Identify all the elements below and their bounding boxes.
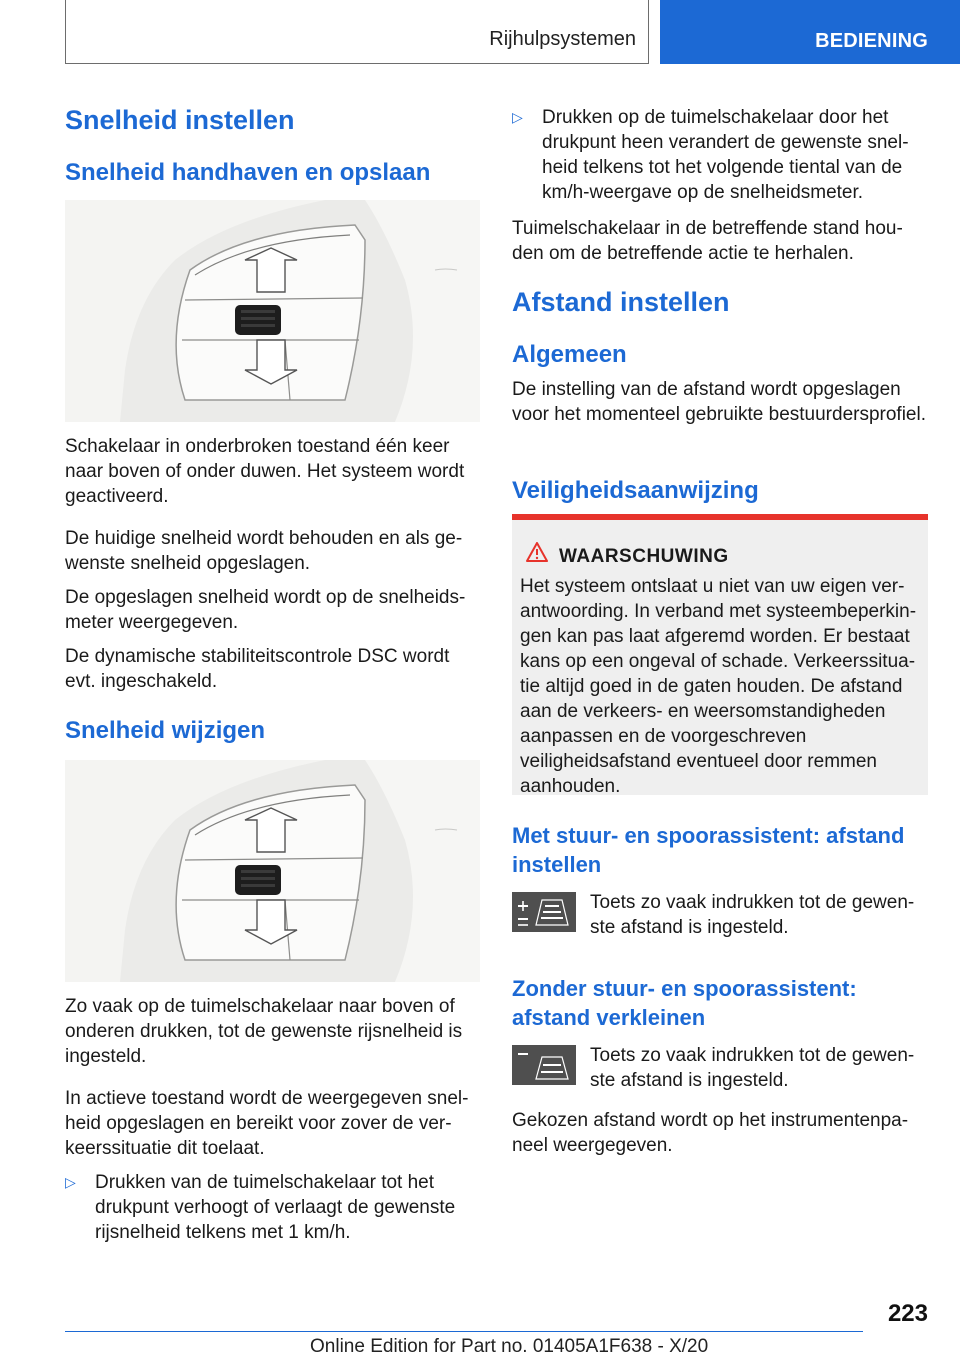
header-rule-bottom [65,63,649,64]
paragraph-current-speed: De huidige snelheid wordt behouden en als gewenste snelheid opgeslagen. [65,528,463,574]
steering-wheel-switch-illustration-2 [65,760,480,982]
paragraph-profile: De instelling van de afstand wordt opgeslagen voor het momenteel gebruikte bestuurdersprofiel. [512,379,927,425]
heading-afstand-instellen: Afstand instellen [512,287,730,317]
heading-met-stuurassistent: Met stuur- en spoorassistent: afstand instellen [512,823,905,877]
paragraph-activate: Schakelaar in onderbroken toestand één keer naar boven of onder duwen. Het systeem wordt geactiveerd. [65,436,465,507]
header-section-title: Rijhulpsystemen [489,28,636,50]
paragraph-press-switch: Zo vaak op de tuimelschakelaar naar boven of onderen drukken, tot de gewenste rijsnelheid is ingesteld. [65,996,463,1067]
paragraph-dsc: De dynamische stabiliteitscontrole DSC wordt evt. ingeschakeld. [65,646,450,692]
warning-text: Het systeem ontslaat u niet van uw eigen verantwoording. In verband met systeembeperkingen kan pas laat afgeremd worden. Er bestaat kans op een ongeval of schade. Verkeerssituatie altijd goed in de gaten houden. De afstand aan de verkeers- en weersomstandigheden aanpassen en de voorgeschreven veiligheidsafstand eventueel door remmen aanhouden. [520,576,917,797]
heading-zonder-stuurassistent: Zonder stuur- en spoorassistent: afstand verkleinen [512,976,857,1030]
triangle-right-icon: ▷ [65,1174,76,1190]
heading-veiligheidsaanwijzing: Veiligheidsaanwijzing [512,477,759,504]
paragraph-toets-2: Toets zo vaak indrukken tot de gewenste afstand is ingesteld. [590,1045,915,1091]
list-item-text: Drukken op de tuimelschakelaar door het drukpunt heen verandert de gewenste snelheid telkens tot het volgende tiental van de km/h-weergave op de snelheidsmeter. [542,107,909,203]
warning-box [512,514,928,795]
footer-edition: Online Edition for Part no. 01405A1F638 - X/20 [310,1336,709,1357]
header-chapter-tab [660,0,960,64]
steering-wheel-switch-image-1 [65,200,480,422]
paragraph-active-state: In actieve toestand wordt de weergegeven snelheid opgeslagen en bereikt voor zover de verkeerssituatie dit toelaat. [65,1088,469,1159]
distance-decrease-icon [512,1045,576,1085]
warning-title: WAARSCHUWING [559,546,729,567]
warning-triangle-icon [526,542,548,562]
header-chapter-label: BEDIENING [815,30,928,52]
paragraph-hold-switch: Tuimelschakelaar in de betreffende stand houden om de betreffende actie te herhalen. [512,218,903,264]
paragraph-instrument-panel: Gekozen afstand wordt op het instrumentenpaneel weergegeven. [512,1110,909,1156]
distance-increase-icon [512,892,576,932]
steering-wheel-switch-illustration [65,200,480,422]
triangle-right-icon: ▷ [512,109,523,125]
steering-wheel-switch-image-2 [65,760,480,982]
header-rule-right [648,0,649,64]
paragraph-toets-1: Toets zo vaak indrukken tot de gewenste afstand is ingesteld. [590,892,915,938]
heading-algemeen: Algemeen [512,341,627,368]
paragraph-speedometer: De opgeslagen snelheid wordt op de snelheidsmeter weergegeven. [65,587,466,633]
heading-snelheid-instellen: Snelheid instellen [65,105,295,135]
heading-snelheid-handhaven: Snelheid handhaven en opslaan [65,159,431,186]
footer-rule [65,1331,863,1332]
list-item-text: Drukken van de tuimelschakelaar tot het drukpunt verhoogt of verlaagt de gewenste rijsnelheid telkens met 1 km/h. [95,1172,456,1243]
heading-snelheid-wijzigen: Snelheid wijzigen [65,717,266,744]
page-number: 223 [887,1300,928,1327]
